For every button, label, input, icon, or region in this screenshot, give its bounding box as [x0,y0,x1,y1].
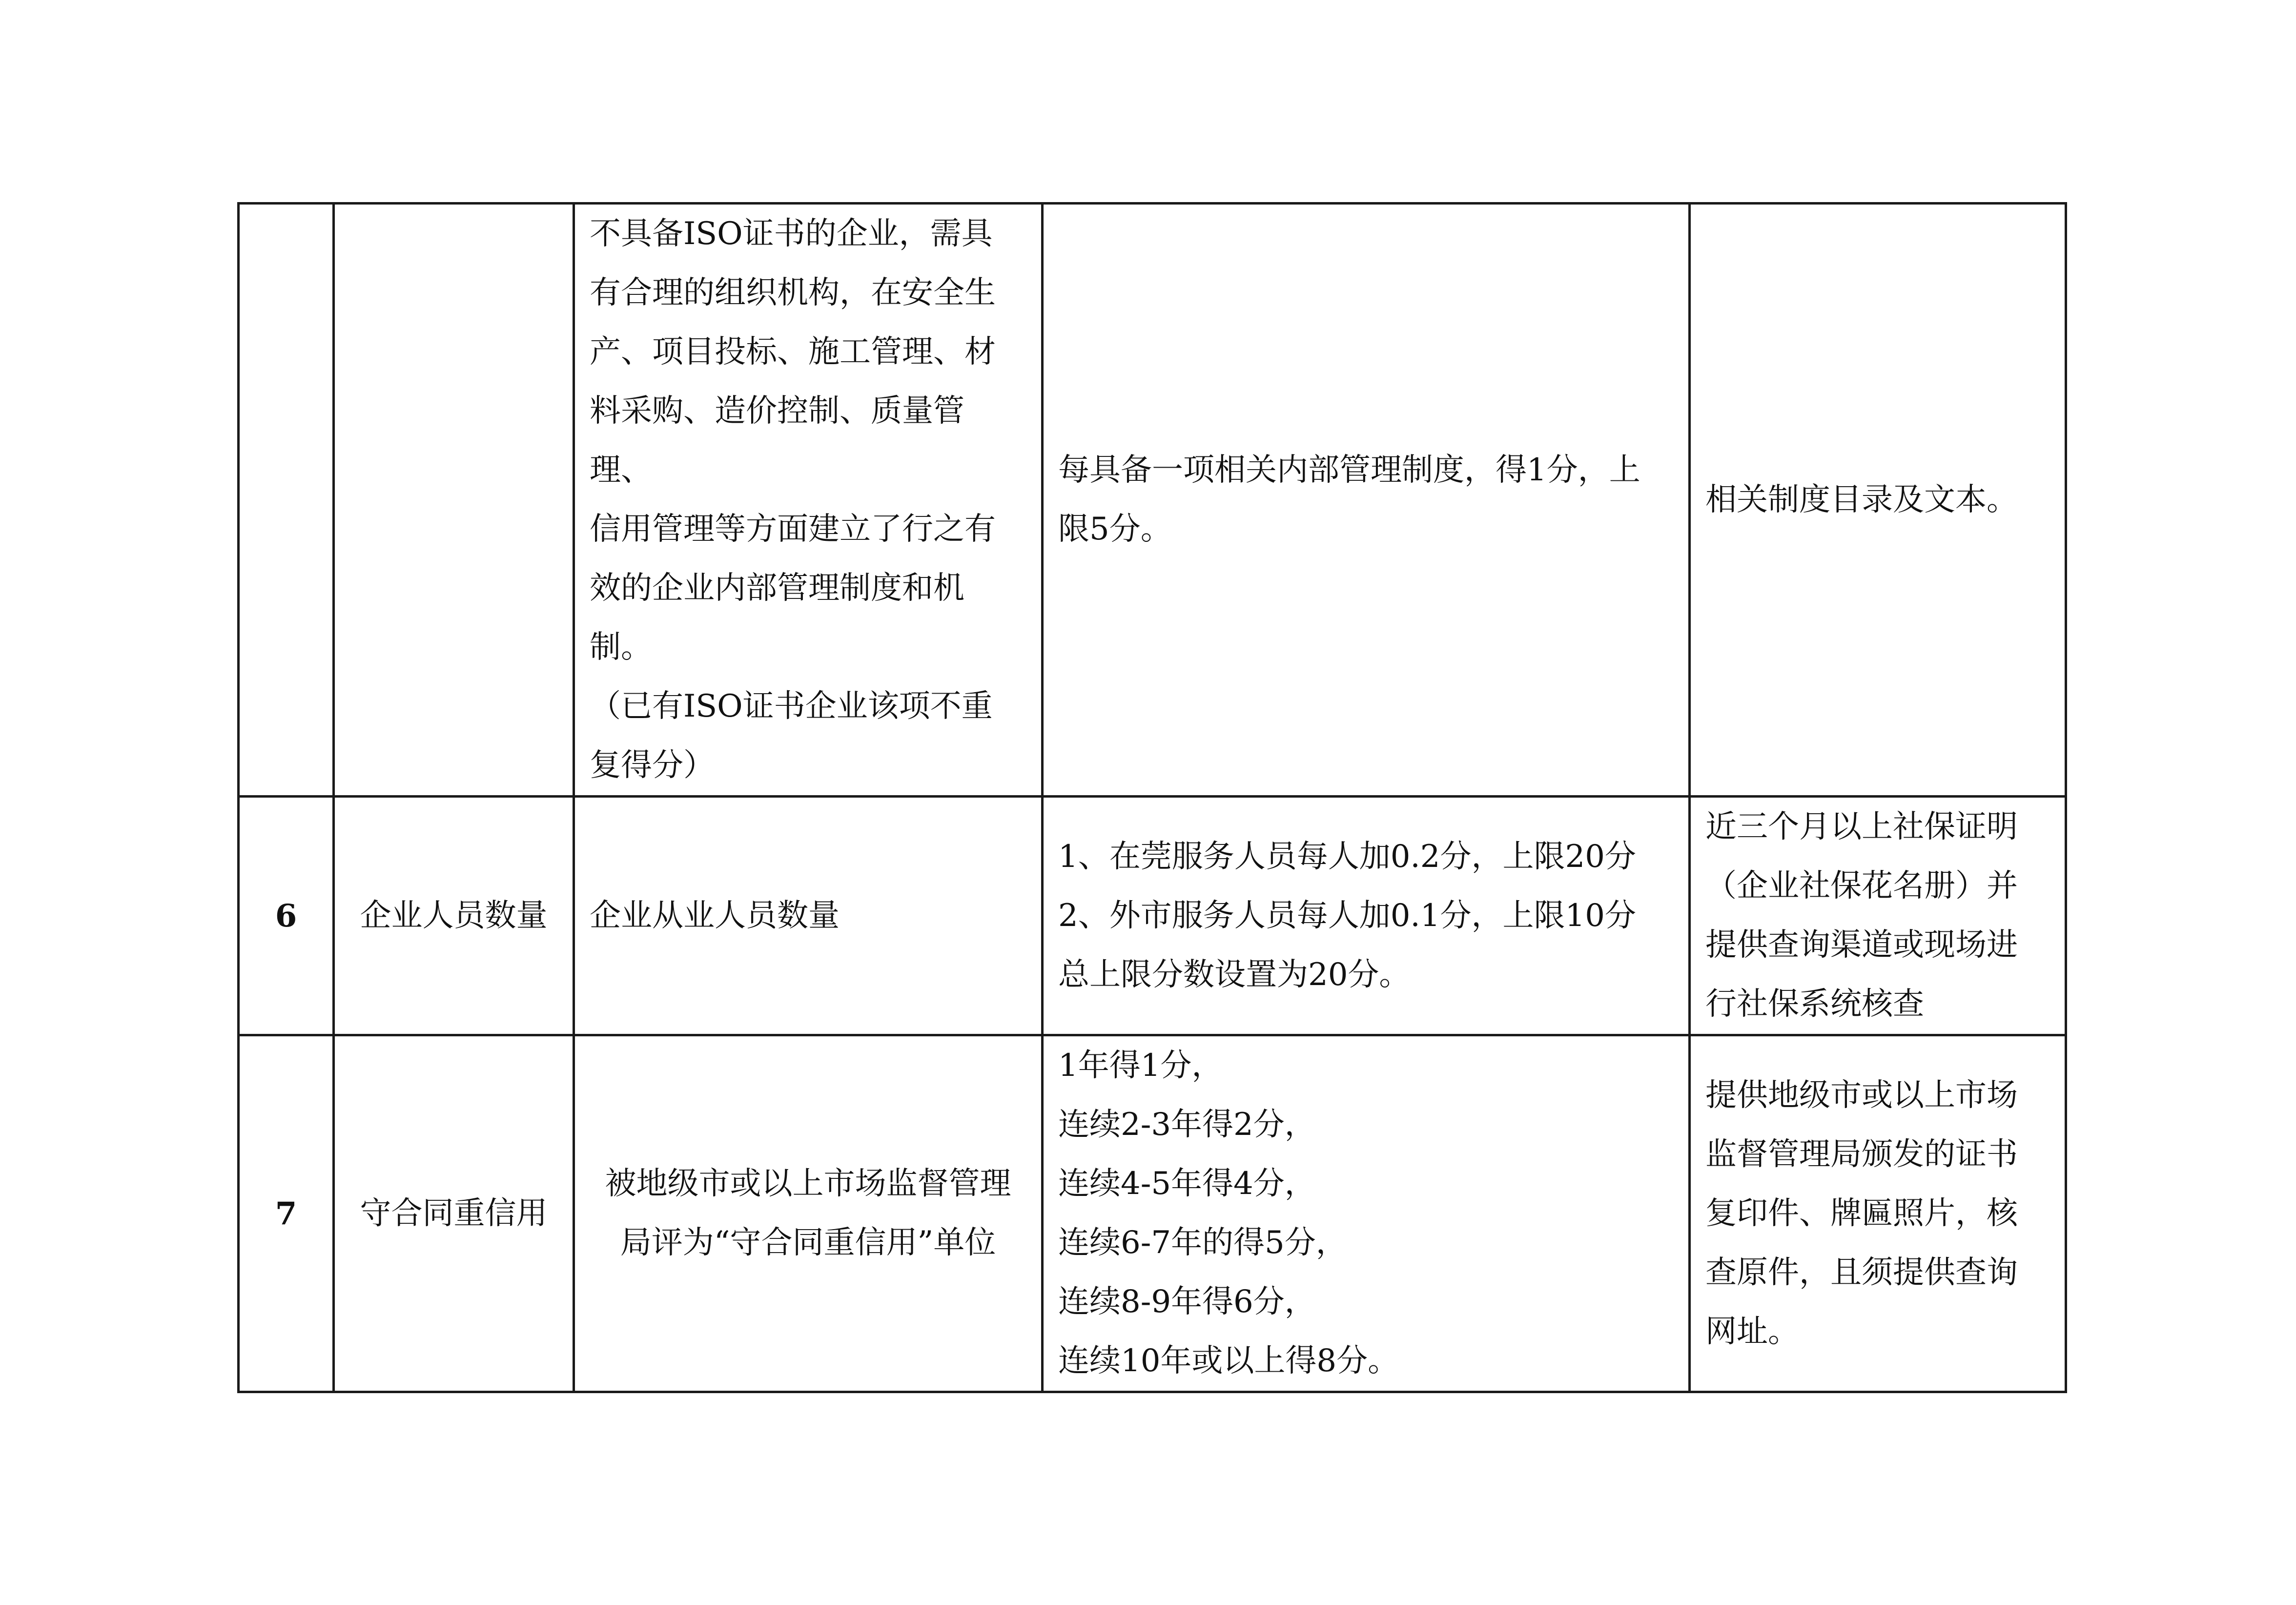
requirement-cell [574,797,1043,1035]
requirement-line: 有合理的组织机构，在安全生 [590,275,996,311]
scoring-line: 2、外市服务人员每人加0.1分，上限10分 [1058,897,1636,934]
evidence-line: 近三个月以上社保证明 [1705,809,2018,845]
requirement-cell [574,204,1043,797]
requirement-line: 不具备ISO证书的企业，需具 [590,216,993,252]
scoring-line: 连续6-7年的得5分， [1058,1225,1347,1261]
requirement-line: 信用管理等方面建立了行之有 [590,511,996,547]
requirement-line: 产、项目投标、施工管理、材 [590,334,996,370]
evidence-line: 提供查询渠道或现场进 [1705,927,2018,963]
requirement-line: 企业从业人员数量 [590,897,840,934]
item-name-cell [334,204,574,797]
evidence-cell [1690,797,2066,1035]
evidence-line: 查原件，且须提供查询 [1705,1254,2018,1291]
table-row [239,1035,2066,1392]
scoring-criteria-cell [1043,204,1690,797]
evidence-cell [1690,204,2066,797]
evidence-line: 提供地级市或以上市场 [1705,1077,2018,1113]
evidence-line: 监督管理局颁发的证书 [1705,1136,2018,1173]
requirement-line: 制。 [590,629,652,665]
requirement-line: 被地级市或以上市场监督管理 [605,1166,1011,1202]
row-number-cell: 7 [239,1035,334,1392]
scoring-line: 总上限分数设置为20分。 [1058,956,1411,993]
requirement-line: 料采购、造价控制、质量管理、 [590,393,964,488]
scoring-table [237,202,2067,1393]
scoring-line: 连续8-9年得6分， [1058,1284,1316,1320]
table-row [239,204,2066,797]
item-name-cell: 守合同重信用 [334,1035,574,1392]
row-number-cell: 6 [239,797,334,1035]
scoring-line: 连续2-3年得2分， [1058,1107,1316,1143]
scoring-line: 连续10年或以上得8分。 [1058,1343,1399,1379]
item-name-cell: 企业人员数量 [334,797,574,1035]
evidence-line: 行社保系统核查 [1705,986,1924,1022]
evidence-cell [1690,1035,2066,1392]
requirement-cell [574,1035,1043,1392]
scoring-line: 限5分。 [1058,511,1172,547]
table-row [239,797,2066,1035]
requirement-line: 效的企业内部管理制度和机 [590,570,964,606]
evidence-line: 复印件、牌匾照片，核 [1705,1195,2018,1232]
evidence-line: 相关制度目录及文本。 [1705,481,2018,518]
requirement-line: 复得分） [590,747,715,783]
scoring-line: 每具备一项相关内部管理制度，得1分，上 [1058,452,1640,488]
requirement-line: （已有ISO证书企业该项不重 [590,688,993,724]
scoring-criteria-cell [1043,1035,1690,1392]
scoring-line: 连续4-5年得4分， [1058,1166,1316,1202]
scoring-criteria-cell [1043,797,1690,1035]
scoring-line: 1、在莞服务人员每人加0.2分，上限20分 [1058,838,1636,875]
requirement-line: 局评为“守合同重信用”单位 [620,1225,996,1261]
row-number-cell [239,204,334,797]
scoring-line: 1年得1分， [1058,1048,1223,1084]
evidence-line: （企业社保花名册）并 [1705,868,2018,904]
evidence-line: 网址。 [1705,1313,1799,1350]
